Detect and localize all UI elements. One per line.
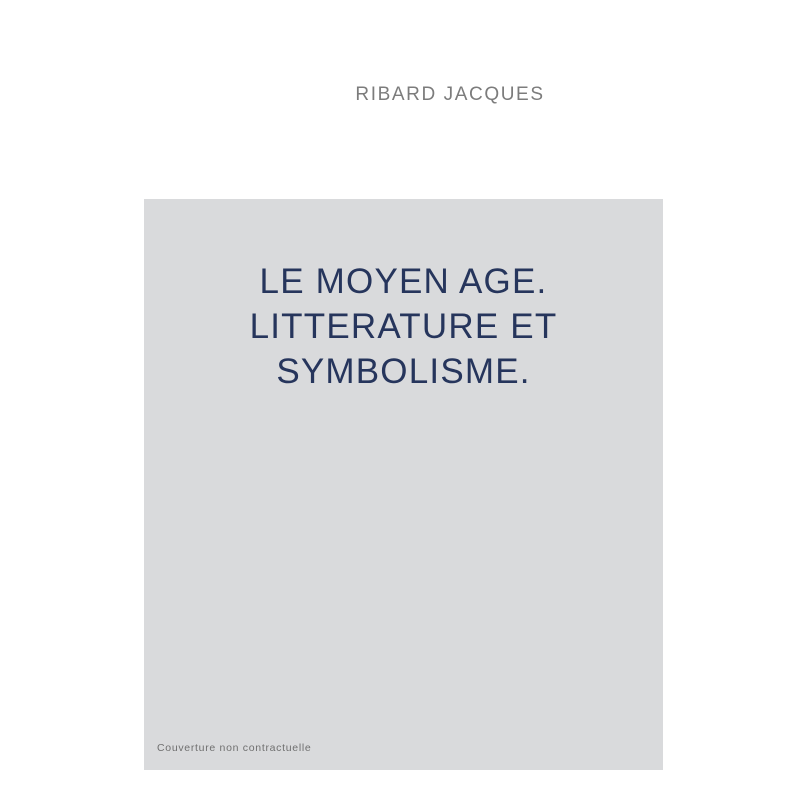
book-cover-sheet	[118, 0, 782, 784]
cover-title-line-2: LITTERATURE ET	[249, 307, 558, 346]
cover-disclaimer: Couverture non contractuelle	[157, 742, 312, 754]
cover-title	[144, 259, 663, 394]
cover-title-panel	[144, 199, 663, 770]
cover-title-line-1: LE MOYEN AGE.	[259, 262, 548, 301]
cover-title-line-3: SYMBOLISME.	[276, 352, 531, 391]
cover-author: RIBARD JACQUES	[355, 84, 545, 105]
